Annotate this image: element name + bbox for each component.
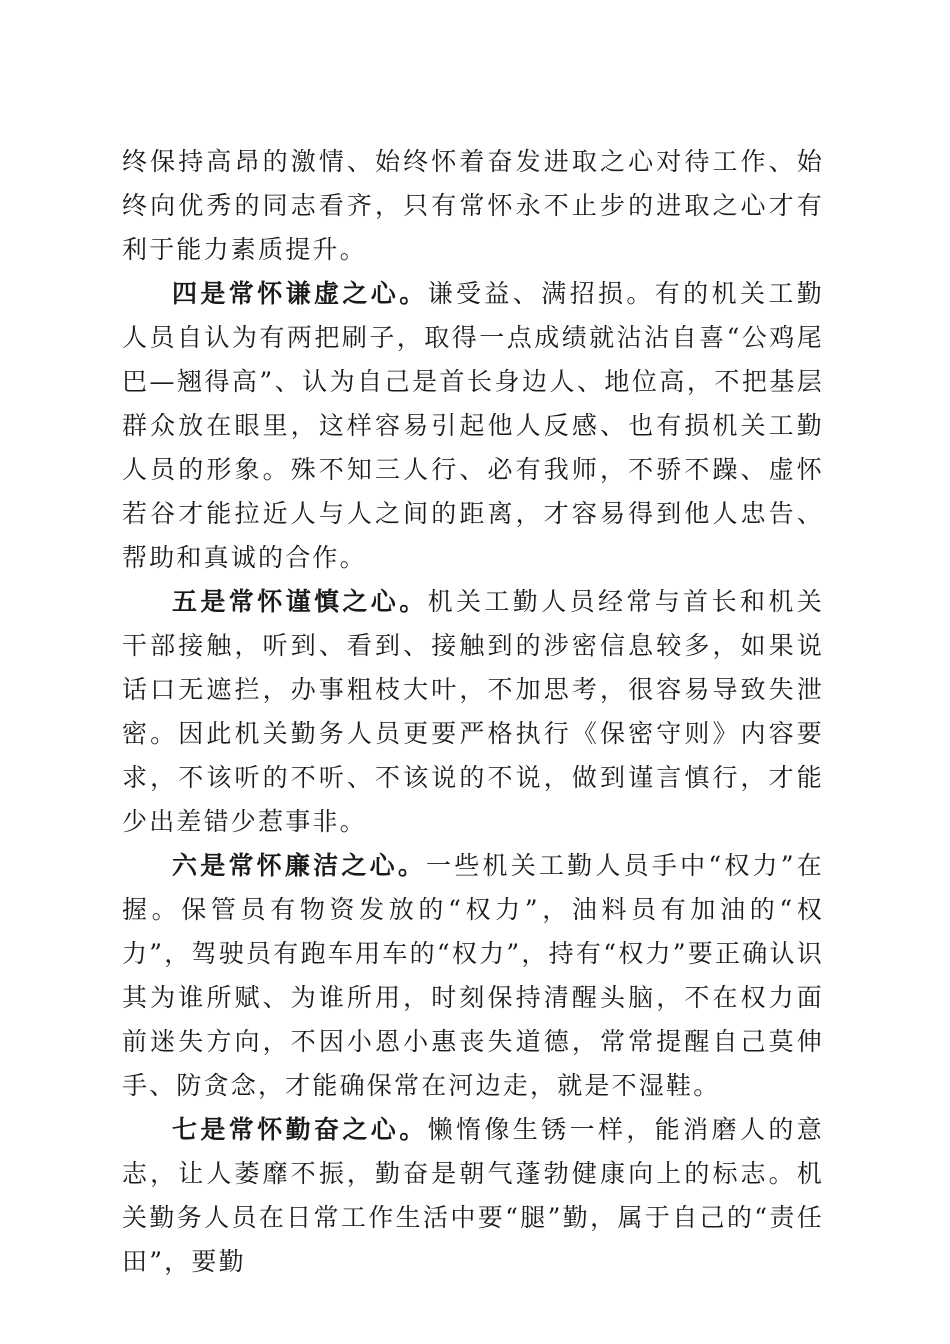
paragraph-heading: 七是常怀勤奋之心。 [172,1115,428,1144]
paragraph-text: 懒惰像生锈一样，能消磨人的意志，让人萎靡不振，勤奋是朝气蓬勃健康向上的标志。机关勤务人员在日常工作生活中要“腿”勤，属于自己的“责任田”，要勤 [122,1115,824,1276]
document-body [122,140,824,1284]
paragraph-continuation [122,140,824,272]
paragraph-heading: 五是常怀谨慎之心。 [172,587,428,616]
paragraph-integrity [122,844,824,1108]
paragraph-heading: 六是常怀廉洁之心。 [172,851,427,880]
paragraph-text: 一些机关工勤人员手中“权力”在握。保管员有物资发放的“权力”，油料员有加油的“权力”，驾驶员有跑车用车的“权力”，持有“权力”要正确认识其为谁所赋、为谁所用，时刻保持清醒头脑，不在权力面前迷失方向，不因小恩小惠丧失道德，常常提醒自己莫伸手、防贪念，才能确保常在河边走，就是不湿鞋。 [122,851,824,1100]
paragraph-text: 谦受益、满招损。有的机关工勤人员自认为有两把刷子，取得一点成绩就沾沾自喜“公鸡尾巴—翘得高”、认为自己是首长身边人、地位高，不把基层群众放在眼里，这样容易引起他人反感、也有损机关工勤人员的形象。殊不知三人行、必有我师，不骄不躁、虚怀若谷才能拉近人与人之间的距离，才容易得到他人忠告、帮助和真诚的合作。 [122,279,824,572]
paragraph-text: 终保持高昂的激情、始终怀着奋发进取之心对待工作、始终向优秀的同志看齐，只有常怀永不止步的进取之心才有利于能力素质提升。 [122,147,824,264]
paragraph-humility [122,272,824,580]
paragraph-text: 机关工勤人员经常与首长和机关干部接触，听到、看到、接触到的涉密信息较多，如果说话口无遮拦，办事粗枝大叶，不加思考，很容易导致失泄密。因此机关勤务人员更要严格执行《保密守则》内容要求，不该听的不听、不该说的不说，做到谨言慎行，才能少出差错少惹事非。 [122,587,824,836]
paragraph-caution [122,580,824,844]
paragraph-heading: 四是常怀谦虚之心。 [172,279,428,308]
paragraph-diligence [122,1108,824,1284]
